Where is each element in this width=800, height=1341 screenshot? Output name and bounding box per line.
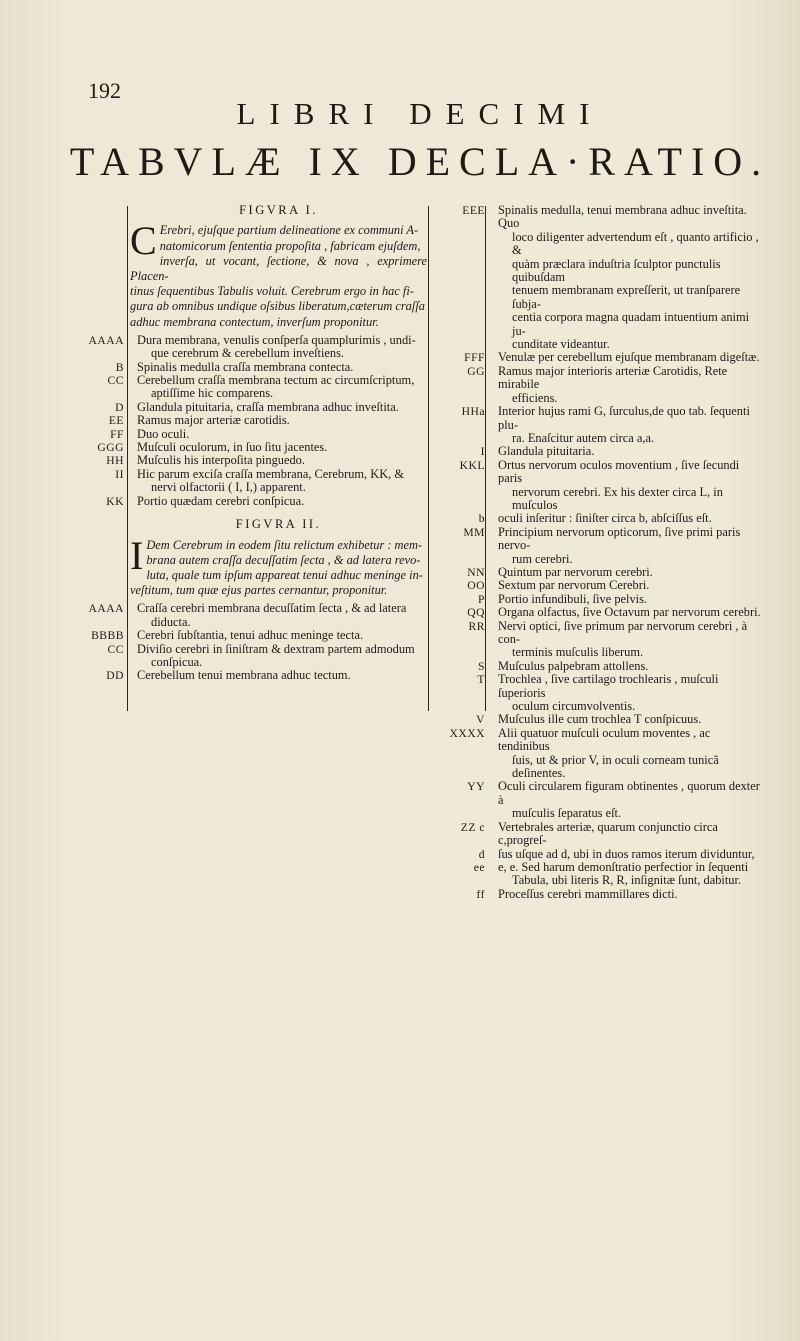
legend-line: Principium nervorum opticorum, ſive primi paris nervo- <box>498 524 741 553</box>
legend-line: Glandula pituitaria. <box>498 444 595 459</box>
legend-entry <box>439 727 765 781</box>
legend-line: rum cerebri. <box>512 551 573 566</box>
legend-line: Proceſſus cerebri mammillares dicti. <box>498 886 678 901</box>
figura-1 <box>84 204 427 508</box>
intro-line: luta, quale tum ipſum appareat tenui adhuc meninge in- <box>146 567 423 582</box>
intro-line: inverſa, ut vocant, ſectione, & nova , exprimere Placen- <box>130 253 427 284</box>
legend-text <box>492 512 765 525</box>
legend-line: Interior hujus rami G, ſurculus,de quo tab. ſequenti plu- <box>498 404 750 432</box>
legend-line: Portio infundibuli, ſive pelvis. <box>498 591 648 606</box>
legend-label: FFF <box>464 351 485 365</box>
legend-text <box>131 374 427 401</box>
legend-text <box>131 361 427 374</box>
legend-entry <box>439 593 765 606</box>
legend-entry <box>439 821 765 848</box>
legend-label: HH <box>106 454 124 468</box>
legend-line: Glandula pituitaria, craſſa membrana adhuc inveſtita. <box>137 399 399 414</box>
legend-text <box>492 821 765 848</box>
legend-label: ee <box>473 860 485 874</box>
legend-line: que cerebrum & cerebellum inveſtiens. <box>151 346 345 361</box>
legend-text <box>131 441 427 454</box>
legend-line: Dura membrana, venulis conſperſa quamplurimis , undi- <box>137 332 416 347</box>
legend-line: Craſſa cerebri membrana decuſſatim ſecta , & ad latera <box>137 601 407 616</box>
legend-label: S <box>478 659 485 673</box>
legend-label: HHa <box>461 405 485 419</box>
legend-line: muſculis ſeparatus eſt. <box>512 806 622 821</box>
legend-entry <box>439 606 765 619</box>
legend-line: Duo oculi. <box>137 426 190 441</box>
legend-text <box>492 459 765 513</box>
legend-entry <box>439 365 765 405</box>
legend-entry <box>84 428 427 441</box>
legend-entry <box>84 602 427 629</box>
intro-line: gura ab omnibus undique oſsibus liberatum,cæterum craſſa <box>130 299 425 314</box>
legend-line: Ortus nervorum oculos moventium , ſive ſecundi paris <box>498 457 740 486</box>
legend-label: OO <box>467 579 485 593</box>
legend-line: diducta. <box>151 614 191 629</box>
legend-line: Vertebrales arteriæ, quarum conjunctio circa c,progreſ- <box>498 819 718 848</box>
legend-line: conſpicua. <box>151 654 203 669</box>
legend-text <box>131 468 427 495</box>
title-tabulae-declaratio: TABVLÆ IX DECLA·RATIO. <box>69 139 771 184</box>
intro-line: adhuc membrana contectum, inverſum proponitur. <box>130 314 379 329</box>
legend-line: Spinalis medulla, tenui membrana adhuc inveſtita. Quo <box>498 203 747 231</box>
legend-label: GGG <box>97 441 124 455</box>
legend-text <box>131 334 427 361</box>
legend-entry <box>439 459 765 513</box>
legend-label: EE <box>108 414 124 428</box>
legend-label: EEE <box>462 204 485 217</box>
legend-line: Muſculus palpebram attollens. <box>498 658 649 673</box>
column-divider-rule <box>428 206 429 711</box>
legend-text <box>492 365 765 405</box>
legend-text <box>131 629 427 642</box>
legend-entry <box>439 848 765 861</box>
legend-line: nervorum cerebri. Ex his dexter circa L, in muſculos <box>512 484 723 512</box>
legend-entry <box>84 468 427 495</box>
legend-line: quàm præclara induſtria ſculptor punctulis quibuſdam <box>512 256 721 285</box>
legend-label: D <box>115 400 124 414</box>
legend-entry <box>439 620 765 660</box>
legend-label: BBBB <box>91 629 124 643</box>
legend-text <box>492 526 765 566</box>
legend-label: V <box>476 713 485 727</box>
legend-line: Portio quædam cerebri conſpicua. <box>137 493 305 508</box>
legend-entry <box>84 414 427 427</box>
legend-line: efficiens. <box>512 390 558 405</box>
right-legend <box>439 204 765 901</box>
legend-line: Sextum par nervorum Cerebri. <box>498 578 650 593</box>
legend-text <box>492 620 765 660</box>
legend-entry <box>439 713 765 726</box>
legend-label: MM <box>463 525 485 539</box>
legend-line: cunditate videantur. <box>512 337 610 352</box>
intro-line: natomicorum ſententia propoſita , fabricam ejuſdem, <box>159 238 421 253</box>
drop-initial: I <box>130 532 144 578</box>
legend-entry <box>84 495 427 508</box>
legend-entry <box>439 673 765 713</box>
page-number: 192 <box>88 78 121 103</box>
legend-label: T <box>477 673 485 687</box>
legend-label: AAAA <box>88 602 124 616</box>
legend-label: II <box>115 467 124 481</box>
legend-text <box>131 669 427 682</box>
legend-text <box>492 888 765 901</box>
right-column <box>439 204 765 901</box>
legend-text <box>492 606 765 619</box>
legend-line: oculi inſeritur : ſiniſter circa b, abſciſſus eſt. <box>498 511 712 526</box>
legend-label: YY <box>467 780 485 794</box>
legend-line: Diviſio cerebri in ſiniſtram & dextram partem admodum <box>137 641 415 656</box>
legend-entry <box>439 579 765 592</box>
legend-entry <box>439 888 765 901</box>
legend-line: Organa olfactus, ſive Octavum par nervorum cerebri. <box>498 605 761 620</box>
legend-line: Hic parum exciſa craſſa membrana, Cerebrum, KK, & <box>137 466 404 481</box>
legend-entry <box>439 351 765 364</box>
legend-label: d <box>478 847 485 861</box>
legend-line: Spinalis medulla craſſa membrana contecta. <box>137 359 354 374</box>
legend-text <box>492 579 765 592</box>
legend-line: Nervi optici, ſive primum par nervorum cerebri , à con- <box>498 618 748 646</box>
intro-line: brana autem craſſa decuſſatim ſecta , & ad latera revo- <box>146 552 421 567</box>
legend-line: Muſculis his interpoſita pinguedo. <box>137 453 305 468</box>
figura-1-legend <box>84 334 427 508</box>
legend-entry <box>439 512 765 525</box>
figura-2-heading: FIGVRA II. <box>235 517 322 532</box>
legend-line: ra. Enaſcitur autem circa a,a. <box>512 430 655 445</box>
legend-entry <box>439 660 765 673</box>
legend-text <box>131 454 427 467</box>
legend-line: aptiſſime hic comparens. <box>151 386 274 401</box>
intro-line: veſtitum, tum quæ ejus partes cernantur, proponitur. <box>130 583 388 598</box>
legend-label: I <box>480 445 485 459</box>
legend-entry <box>84 643 427 670</box>
legend-label: B <box>115 360 124 374</box>
figura-2 <box>84 518 427 683</box>
legend-entry <box>439 861 765 888</box>
intro-line: Erebri, ejuſque partium delineatione ex communi A- <box>159 223 419 238</box>
legend-text <box>492 351 765 364</box>
legend-text <box>492 445 765 458</box>
legend-label: ZZ c <box>460 820 485 834</box>
legend-entry <box>439 566 765 579</box>
legend-line: oculum circumvolventis. <box>512 699 636 714</box>
legend-entry <box>84 374 427 401</box>
legend-entry <box>84 361 427 374</box>
legend-label: ff <box>476 887 485 901</box>
legend-entry <box>84 629 427 642</box>
legend-entry <box>439 405 765 445</box>
legend-line: nervi olfactorii ( I, I,) apparent. <box>151 480 306 495</box>
left-column <box>84 204 427 683</box>
legend-line: Tabula, ubi literis R, R, inſignitæ ſunt, dabitur. <box>512 873 742 888</box>
legend-line: Cerebri ſubſtantia, tenui adhuc meninge tecta. <box>137 628 364 643</box>
legend-line: ſus uſque ad d, ubi in duos ramos iterum dividuntur, <box>498 846 755 861</box>
legend-line: Trochlea , ſive cartilago trochlearis , muſculi ſuperioris <box>498 672 719 700</box>
legend-text <box>131 401 427 414</box>
legend-line: ſuis, ut & prior V, in oculi corneam tunicã deſinentes. <box>512 752 719 781</box>
legend-label: XXXX <box>449 726 485 740</box>
legend-entry <box>84 401 427 414</box>
legend-label: KKL <box>459 458 485 472</box>
figura-2-intro <box>130 532 427 599</box>
intro-line: tinus ſequentibus Tabulis voluit. Cerebrum ergo in hac fi- <box>130 284 414 299</box>
legend-entry <box>439 445 765 458</box>
legend-line: Muſculi oculorum, in ſuo ſitu jacentes. <box>137 440 328 455</box>
legend-line: Venulæ per cerebellum ejuſque membranam digeſtæ. <box>498 350 760 365</box>
legend-text <box>492 780 765 820</box>
legend-text <box>492 204 765 351</box>
legend-line: terminis muſculis liberum. <box>512 645 644 660</box>
legend-line: Alii quatuor muſculi oculum moventes , ac tendinibus <box>498 725 711 754</box>
legend-line: Cerebellum craſſa membrana tectum ac circumſcriptum, <box>137 373 415 388</box>
figura-2-legend <box>84 602 427 682</box>
legend-text <box>131 414 427 427</box>
legend-text <box>492 713 765 726</box>
legend-line: Cerebellum tenui membrana adhuc tectum. <box>137 668 351 683</box>
drop-initial: C <box>130 218 157 264</box>
legend-line: Oculi circularem figuram obtinentes , quorum dexter à <box>498 779 760 807</box>
legend-label: DD <box>106 669 124 683</box>
legend-label: QQ <box>467 606 485 620</box>
legend-entry <box>439 526 765 566</box>
legend-text <box>492 848 765 861</box>
legend-label: KK <box>106 494 124 508</box>
legend-line: Muſculus ille cum trochlea T conſpicuus. <box>498 712 702 727</box>
legend-entry <box>84 334 427 361</box>
intro-line: Dem Cerebrum in eodem ſitu relictum exhibetur : mem- <box>146 537 423 552</box>
legend-label: RR <box>468 619 485 633</box>
legend-text <box>131 495 427 508</box>
legend-entry <box>84 454 427 467</box>
legend-text <box>492 727 765 781</box>
legend-entry <box>439 204 765 351</box>
legend-entry <box>84 441 427 454</box>
legend-label: P <box>478 592 485 606</box>
legend-entry <box>439 780 765 820</box>
legend-text <box>492 861 765 888</box>
legend-label: NN <box>467 565 485 579</box>
legend-line: loco diligenter advertendum eſt , quanto artificio , & <box>512 229 759 258</box>
legend-text <box>131 643 427 670</box>
legend-label: AAAA <box>88 333 124 347</box>
legend-text <box>492 405 765 445</box>
legend-entry <box>84 669 427 682</box>
title-libri-decimi: LIBRI DECIMI <box>236 96 604 131</box>
legend-line: Quintum par nervorum cerebri. <box>498 564 653 579</box>
legend-label: CC <box>107 374 124 388</box>
legend-text <box>131 428 427 441</box>
legend-line: Ramus major interioris arteriæ Carotidis, Rete mirabile <box>498 363 728 392</box>
legend-label: b <box>478 512 485 526</box>
legend-text <box>131 602 427 629</box>
figura-1-intro <box>130 218 427 329</box>
legend-label: CC <box>107 642 124 656</box>
legend-label: GG <box>467 364 485 378</box>
legend-text <box>492 660 765 673</box>
legend-line: e, e. Sed harum demonſtratio perfectior in ſequenti <box>498 859 749 874</box>
legend-text <box>492 673 765 713</box>
legend-label: FF <box>110 427 124 441</box>
figura-1-heading: FIGVRA I. <box>239 203 318 217</box>
legend-text <box>492 566 765 579</box>
legend-text <box>492 593 765 606</box>
legend-line: tenuem membranam expreſſerit, ut tranſparere ſubja- <box>512 283 741 311</box>
legend-line: centia corpora magna quadam intuentium animi ju- <box>512 310 750 338</box>
legend-line: Ramus major arteriæ carotidis. <box>137 413 290 428</box>
